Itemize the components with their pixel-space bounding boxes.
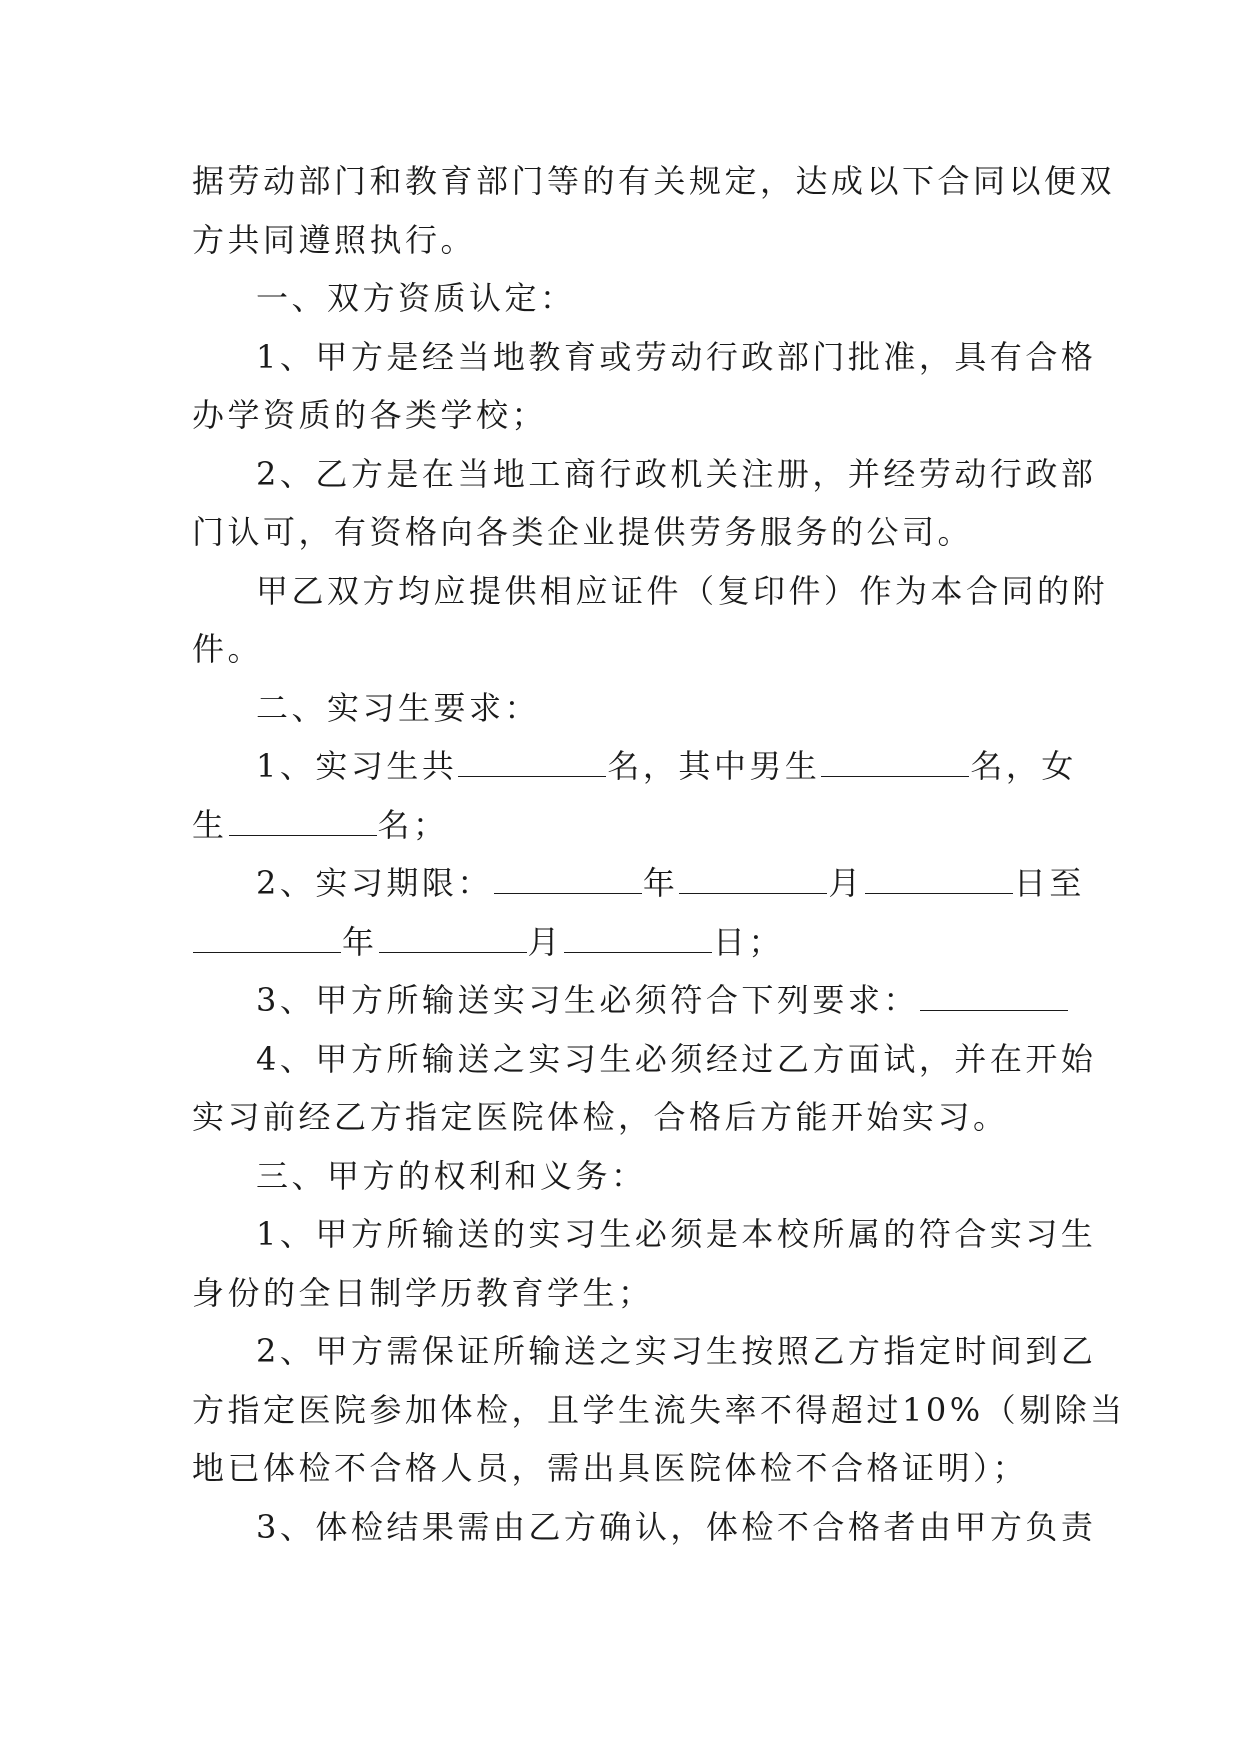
text-line: 办学资质的各类学校； bbox=[192, 396, 548, 434]
text-segment: 月 bbox=[828, 864, 864, 902]
text-line: 实习前经乙方指定医院体检，合格后方能开始实习。 bbox=[192, 1098, 1009, 1136]
text-line: 三、甲方的权利和义务： bbox=[256, 1156, 647, 1195]
blank-field bbox=[229, 805, 377, 836]
text-line: 据劳动部门和教育部门等的有关规定，达成以下合同以便双 bbox=[192, 162, 1116, 200]
text-segment: 1、实习生共 bbox=[256, 747, 458, 785]
text-line: 2、甲方需保证所输送之实习生按照乙方指定时间到乙 bbox=[256, 1332, 1097, 1370]
text-line: 门认可，有资格向各类企业提供劳务服务的公司。 bbox=[192, 513, 974, 551]
text-segment: 3、甲方所输送实习生必须符合下列要求： bbox=[256, 981, 919, 1019]
blank-field bbox=[458, 746, 606, 777]
text-segment: 日； bbox=[713, 922, 785, 961]
text-line bbox=[192, 854, 1085, 913]
text-line: 2、乙方是在当地工商行政机关注册，并经劳动行政部 bbox=[256, 454, 1097, 493]
blank-field bbox=[679, 863, 827, 894]
text-line: 甲乙双方均应提供相应证件（复印件）作为本合同的附 bbox=[256, 571, 1109, 610]
blank-field bbox=[821, 746, 969, 777]
text-segment: 生 bbox=[192, 805, 228, 844]
text-segment: 名，其中男生 bbox=[607, 747, 821, 785]
blank-field bbox=[865, 863, 1013, 894]
text-segment: 2、实习期限： bbox=[256, 864, 493, 902]
text-line bbox=[192, 971, 1052, 1030]
text-segment: 名； bbox=[377, 805, 449, 844]
text-line: 二、实习生要求： bbox=[256, 688, 541, 727]
text-line bbox=[192, 913, 1052, 972]
text-line: 1、甲方是经当地教育或劳动行政部门批准，具有合格 bbox=[256, 337, 1097, 376]
text-line: 3、体检结果需由乙方确认，体检不合格者由甲方负责 bbox=[256, 1507, 1097, 1546]
text-line: 一、双方资质认定： bbox=[256, 279, 576, 317]
text-line bbox=[192, 796, 1052, 855]
text-line: 4、甲方所输送之实习生必须经过乙方面试，并在开始 bbox=[256, 1039, 1097, 1078]
text-line: 方指定医院参加体检，且学生流失率不得超过10%（剔除当 bbox=[192, 1390, 1126, 1429]
blank-field bbox=[920, 980, 1068, 1011]
document-body bbox=[192, 152, 1126, 1556]
blank-field bbox=[564, 922, 712, 953]
text-line: 件。 bbox=[192, 630, 264, 668]
blank-field bbox=[494, 863, 642, 894]
text-line: 方共同遵照执行。 bbox=[192, 220, 477, 259]
text-line bbox=[192, 737, 1077, 796]
blank-field bbox=[193, 922, 341, 953]
blank-field bbox=[379, 922, 527, 953]
text-segment: 年 bbox=[342, 922, 378, 961]
text-segment: 月 bbox=[527, 922, 564, 961]
text-segment: 年 bbox=[642, 864, 679, 902]
text-line: 身份的全日制学历教育学生； bbox=[192, 1273, 654, 1312]
text-segment: 名，女 bbox=[970, 747, 1077, 785]
text-line: 地已体检不合格人员，需出具医院体检不合格证明）； bbox=[192, 1449, 1029, 1487]
text-segment: 日至 bbox=[1013, 864, 1085, 902]
text-line: 1、甲方所输送的实习生必须是本校所属的符合实习生 bbox=[256, 1215, 1097, 1253]
